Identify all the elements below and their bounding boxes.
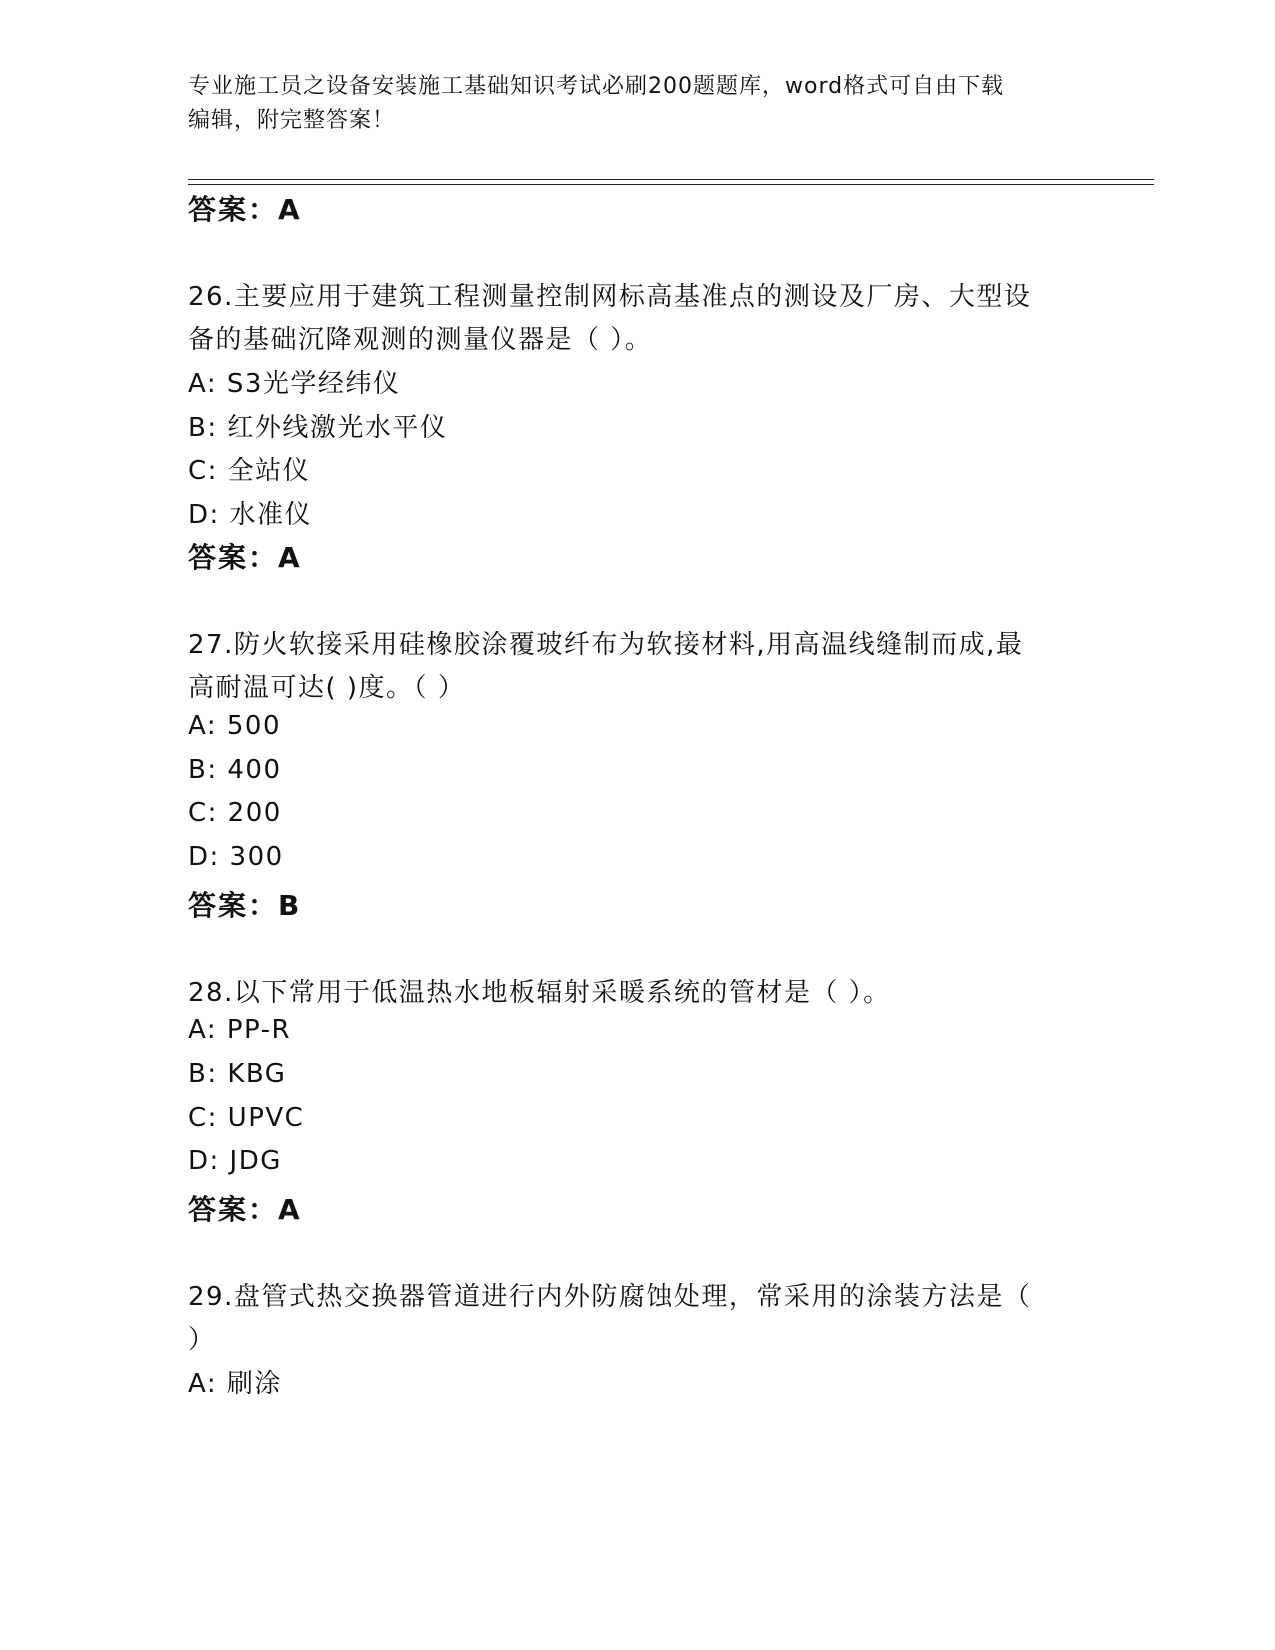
option-d: D: JDG	[188, 1146, 282, 1176]
option-a: A: S3光学经纬仪	[188, 369, 401, 399]
question-stem-line: 备的基础沉降观测的测量仪器是（ ）。	[188, 325, 653, 355]
question-stem-line: 26.主要应用于建筑工程测量控制网标高基准点的测设及厂房、大型设	[188, 282, 1032, 312]
header-line-2: 编辑，附完整答案！	[188, 108, 396, 133]
header-divider-top	[188, 179, 1154, 180]
option-d: D: 水准仪	[188, 500, 313, 530]
document-header	[188, 70, 1088, 138]
option-c: C: 200	[188, 798, 282, 828]
question-stem-line: 高耐温可达( )度。（ ）	[188, 673, 466, 703]
option-c: C: 全站仪	[188, 456, 311, 486]
question-stem-line: 27.防火软接采用硅橡胶涂覆玻纤布为软接材料,用高温线缝制而成,最	[188, 630, 1024, 660]
option-d: D: 300	[188, 842, 284, 872]
answer-label: 答案：A	[188, 193, 302, 226]
answer-label: 答案：A	[188, 1193, 302, 1226]
option-a: A: 刷涂	[188, 1369, 282, 1399]
question-stem-line: 28.以下常用于低温热水地板辐射采暖系统的管材是（ ）。	[188, 978, 891, 1008]
question-stem-line: ）	[188, 1325, 216, 1355]
option-a: A: 500	[188, 711, 281, 741]
option-b: B: KBG	[188, 1059, 287, 1089]
option-b: B: 红外线激光水平仪	[188, 413, 448, 443]
answer-label: 答案：A	[188, 541, 302, 574]
option-b: B: 400	[188, 755, 282, 785]
answer-label: 答案：B	[188, 889, 302, 922]
question-stem-line: 29.盘管式热交换器管道进行内外防腐蚀处理，常采用的涂装方法是（	[188, 1282, 1032, 1312]
option-c: C: UPVC	[188, 1103, 305, 1133]
option-a: A: PP-R	[188, 1015, 292, 1045]
header-divider-bottom	[188, 184, 1154, 185]
header-line-1: 专业施工员之设备安装施工基础知识考试必刷200题题库，word格式可自由下载	[188, 74, 1005, 99]
